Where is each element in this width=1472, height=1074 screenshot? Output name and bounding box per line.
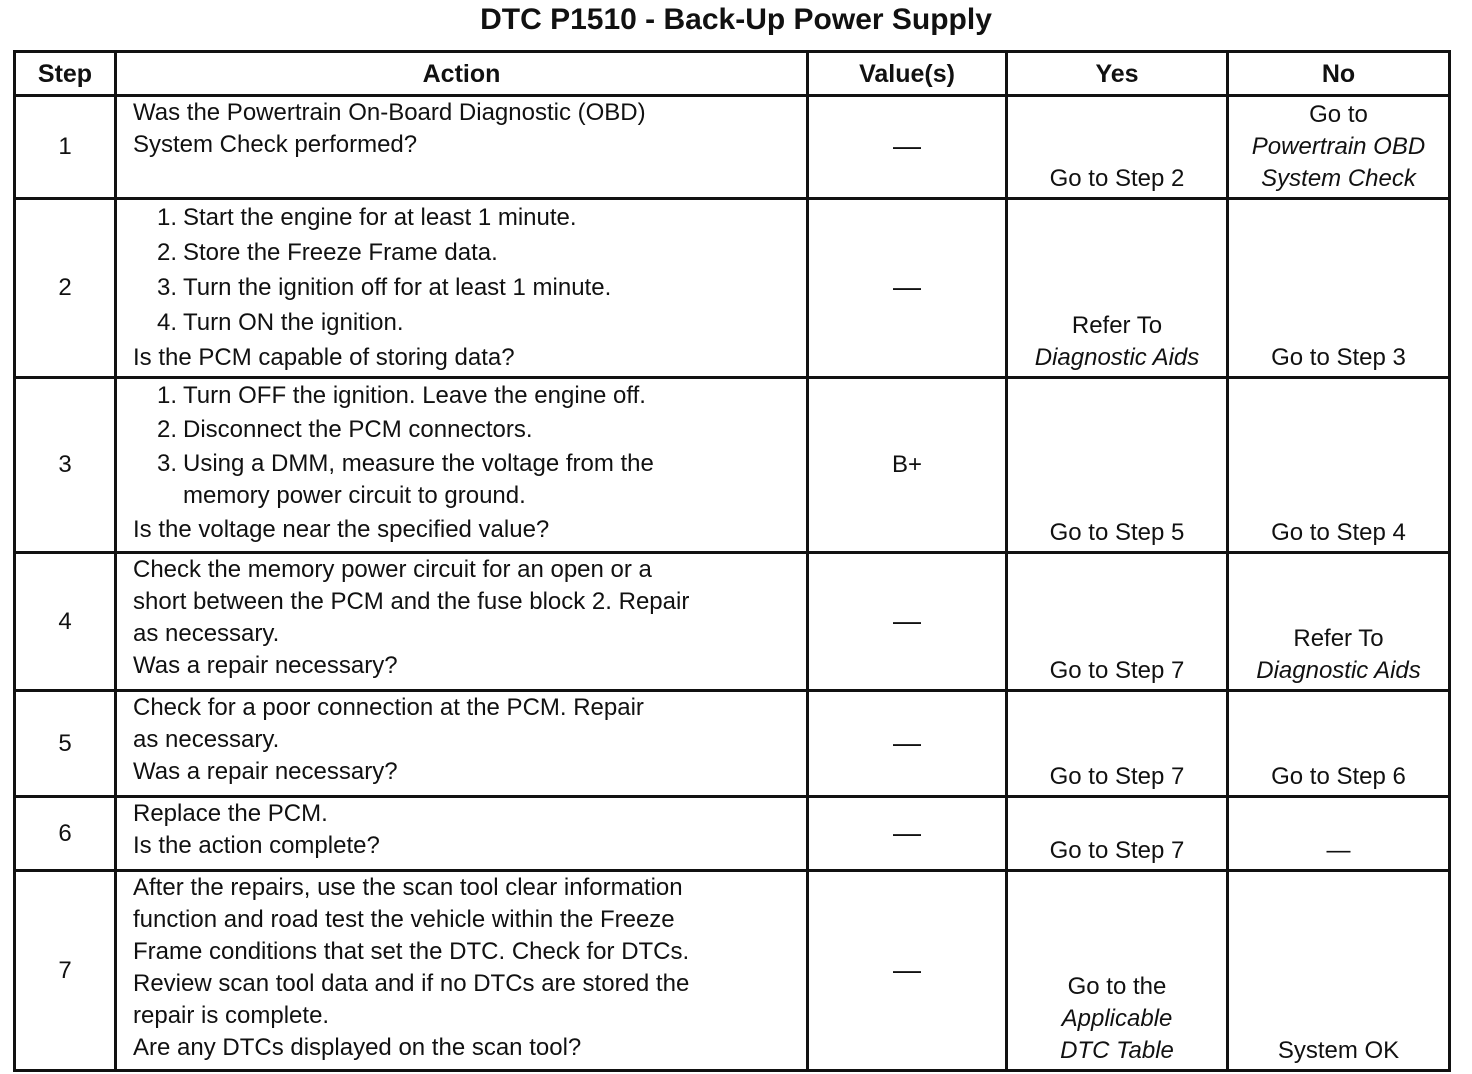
action-line: Review scan tool data and if no DTCs are stored the [133,970,690,997]
action-cell [116,691,808,797]
header-step: Step [15,52,116,96]
yes-text: Go to the [1067,973,1167,1000]
action-line: Replace the PCM. [133,800,328,827]
action-line: Check the memory power circuit for an open or a [133,556,652,583]
action-line: as necessary. [133,620,280,647]
yes-cell [1007,378,1228,553]
no-cell [1228,871,1450,1071]
no-text: System OK [1277,1037,1400,1064]
value-text: — [893,726,921,758]
step-number: 3 [15,378,116,553]
yes-text: Go to Step 7 [1049,763,1185,790]
no-cell [1228,378,1450,553]
table-row [15,96,1450,199]
action-question: Is the PCM capable of storing data? [133,344,515,371]
step-number: 6 [15,797,116,871]
action-line: System Check performed? [133,131,418,158]
step-number: 1 [15,96,116,199]
table-row [15,797,1450,871]
action-list-item: 1. Turn OFF the ignition. Leave the engine off. [157,382,646,409]
action-list-item: 2. Store the Freeze Frame data. [157,239,498,266]
action-list-item: 1. Start the engine for at least 1 minute. [157,204,577,231]
yes-text: Go to Step 7 [1049,657,1185,684]
value-cell [808,553,1007,691]
table-row [15,378,1450,553]
diagnostic-table [13,50,1451,1072]
no-cell [1228,199,1450,378]
table-row [15,691,1450,797]
header-no: No [1228,52,1450,96]
no-text: Go to Step 3 [1271,344,1406,371]
action-line: Check for a poor connection at the PCM. Repair [133,694,644,721]
value-text: — [893,130,921,161]
table-row [15,871,1450,1071]
value-text: — [893,604,921,636]
yes-text: Refer To [1071,312,1163,339]
step-number: 7 [15,871,116,1071]
yes-cell [1007,96,1228,199]
step-number: 5 [15,691,116,797]
action-list-item: 3. Using a DMM, measure the voltage from the [157,450,654,477]
no-text: Go to Step 6 [1271,763,1406,790]
yes-cell [1007,691,1228,797]
action-line: repair is complete. [133,1002,330,1029]
no-text: — [1326,837,1351,864]
value-cell [808,691,1007,797]
no-cell [1228,691,1450,797]
table-row [15,199,1450,378]
step-number: 4 [15,553,116,691]
no-cell [1228,96,1450,199]
action-list-continuation: memory power circuit to ground. [183,482,526,509]
page-title: DTC P1510 - Back-Up Power Supply [480,3,992,36]
yes-cell [1007,553,1228,691]
action-line: Frame conditions that set the DTC. Check for DTCs. [133,938,690,965]
table-row [15,553,1450,691]
action-line: as necessary. [133,726,280,753]
action-question: Was a repair necessary? [133,652,398,679]
header-yes: Yes [1007,52,1228,96]
header-values: Value(s) [808,52,1007,96]
yes-text: Go to Step 2 [1049,165,1185,192]
value-text: — [893,271,921,302]
header-action: Action [116,52,808,96]
no-reference: System Check [1261,165,1416,192]
action-line: Was the Powertrain On-Board Diagnostic (OBD) [133,99,646,126]
value-text: — [893,816,921,848]
value-cell [808,199,1007,378]
no-cell [1228,553,1450,691]
action-list-item: 4. Turn ON the ignition. [157,309,404,336]
action-list-item: 2. Disconnect the PCM connectors. [157,416,533,443]
yes-text: Go to Step 7 [1049,837,1185,864]
action-line: function and road test the vehicle within the Freeze [133,906,675,933]
yes-cell [1007,871,1228,1071]
value-text: B+ [891,451,923,478]
no-reference: Diagnostic Aids [1256,657,1421,684]
action-cell [116,199,808,378]
no-text: Go to [1309,101,1368,128]
action-cell [116,871,808,1071]
action-question: Are any DTCs displayed on the scan tool? [133,1034,582,1061]
yes-cell [1007,199,1228,378]
action-cell [116,96,808,199]
value-cell [808,797,1007,871]
yes-reference: Diagnostic Aids [1034,344,1200,371]
no-text: Go to Step 4 [1271,519,1406,546]
header-row [15,52,1450,96]
no-reference: Powertrain OBD [1251,133,1426,160]
value-text: — [893,953,921,985]
action-line: After the repairs, use the scan tool clear information [133,874,683,901]
action-cell [116,378,808,553]
action-cell [116,553,808,691]
value-cell [808,378,1007,553]
action-line: short between the PCM and the fuse block 2. Repair [133,588,690,615]
yes-text: Go to Step 5 [1049,519,1185,546]
step-number: 2 [15,199,116,378]
yes-reference: Applicable [1061,1005,1173,1032]
action-question: Was a repair necessary? [133,758,398,785]
yes-reference: DTC Table [1060,1037,1174,1064]
action-list-item: 3. Turn the ignition off for at least 1 minute. [157,274,612,301]
action-question: Is the action complete? [133,832,380,859]
no-text: Refer To [1293,625,1384,652]
yes-cell [1007,797,1228,871]
action-question: Is the voltage near the specified value? [133,516,550,543]
action-cell [116,797,808,871]
value-cell [808,96,1007,199]
no-cell [1228,797,1450,871]
value-cell [808,871,1007,1071]
